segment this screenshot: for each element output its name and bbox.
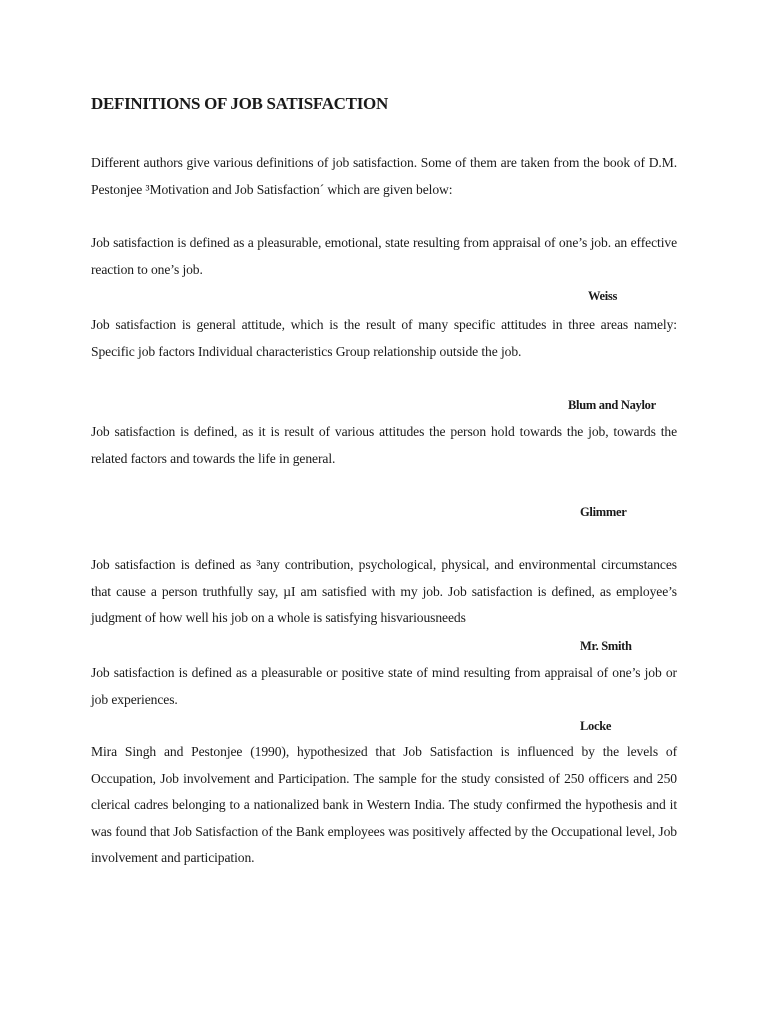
intro-paragraph: Different authors give various definitions of job satisfaction. Some of them are taken from the book of D.M. Pestonjee ³Motivation and Job Satisfaction´ which are given below: <box>91 155 677 197</box>
closing-paragraph: Mira Singh and Pestonjee (1990), hypothesized that Job Satisfaction is influenced by the levels of Occupation, Job involvement and Participation. The sample for the study consisted of 250 officers and 250 clerical cadres belonging to a nationalized bank in Western India. The study confirmed the hypothesis and it was found that Job Satisfaction of the Bank employees was positively affected by the Occupational level, Job involvement and participation. <box>91 744 677 865</box>
definition-smith-text: Job satisfaction is defined as ³any contribution, psychological, physical, and environmental circumstances that cause a person truthfully say, µI am satisfied with my job. Job satisfaction is defined, as employee’s judgment of how well his job on a whole is satisfying hisvariousneeds <box>91 557 677 625</box>
author-smith: Mr. Smith <box>580 639 632 653</box>
definition-glimmer-text: Job satisfaction is defined, as it is result of various attitudes the person hold towards the job, towards the related factors and towards the life in general. <box>91 424 677 466</box>
document-title: DEFINITIONS OF JOB SATISFACTION <box>91 94 388 113</box>
author-weiss: Weiss <box>588 289 618 303</box>
definition-locke-text: Job satisfaction is defined as a pleasurable or positive state of mind resulting from appraisal of one’s job or job experiences. <box>91 665 677 707</box>
author-blum-naylor: Blum and Naylor <box>568 398 656 412</box>
definition-blum-naylor-text: Job satisfaction is general attitude, which is the result of many specific attitudes in three areas namely: Specific job factors Individual characteristics Group relationship outside the job. <box>91 317 677 359</box>
author-locke: Locke <box>580 719 612 733</box>
author-glimmer: Glimmer <box>580 505 627 519</box>
definition-weiss-text: Job satisfaction is defined as a pleasurable, emotional, state resulting from appraisal of one’s job. an effective reaction to one’s job. <box>91 235 677 277</box>
